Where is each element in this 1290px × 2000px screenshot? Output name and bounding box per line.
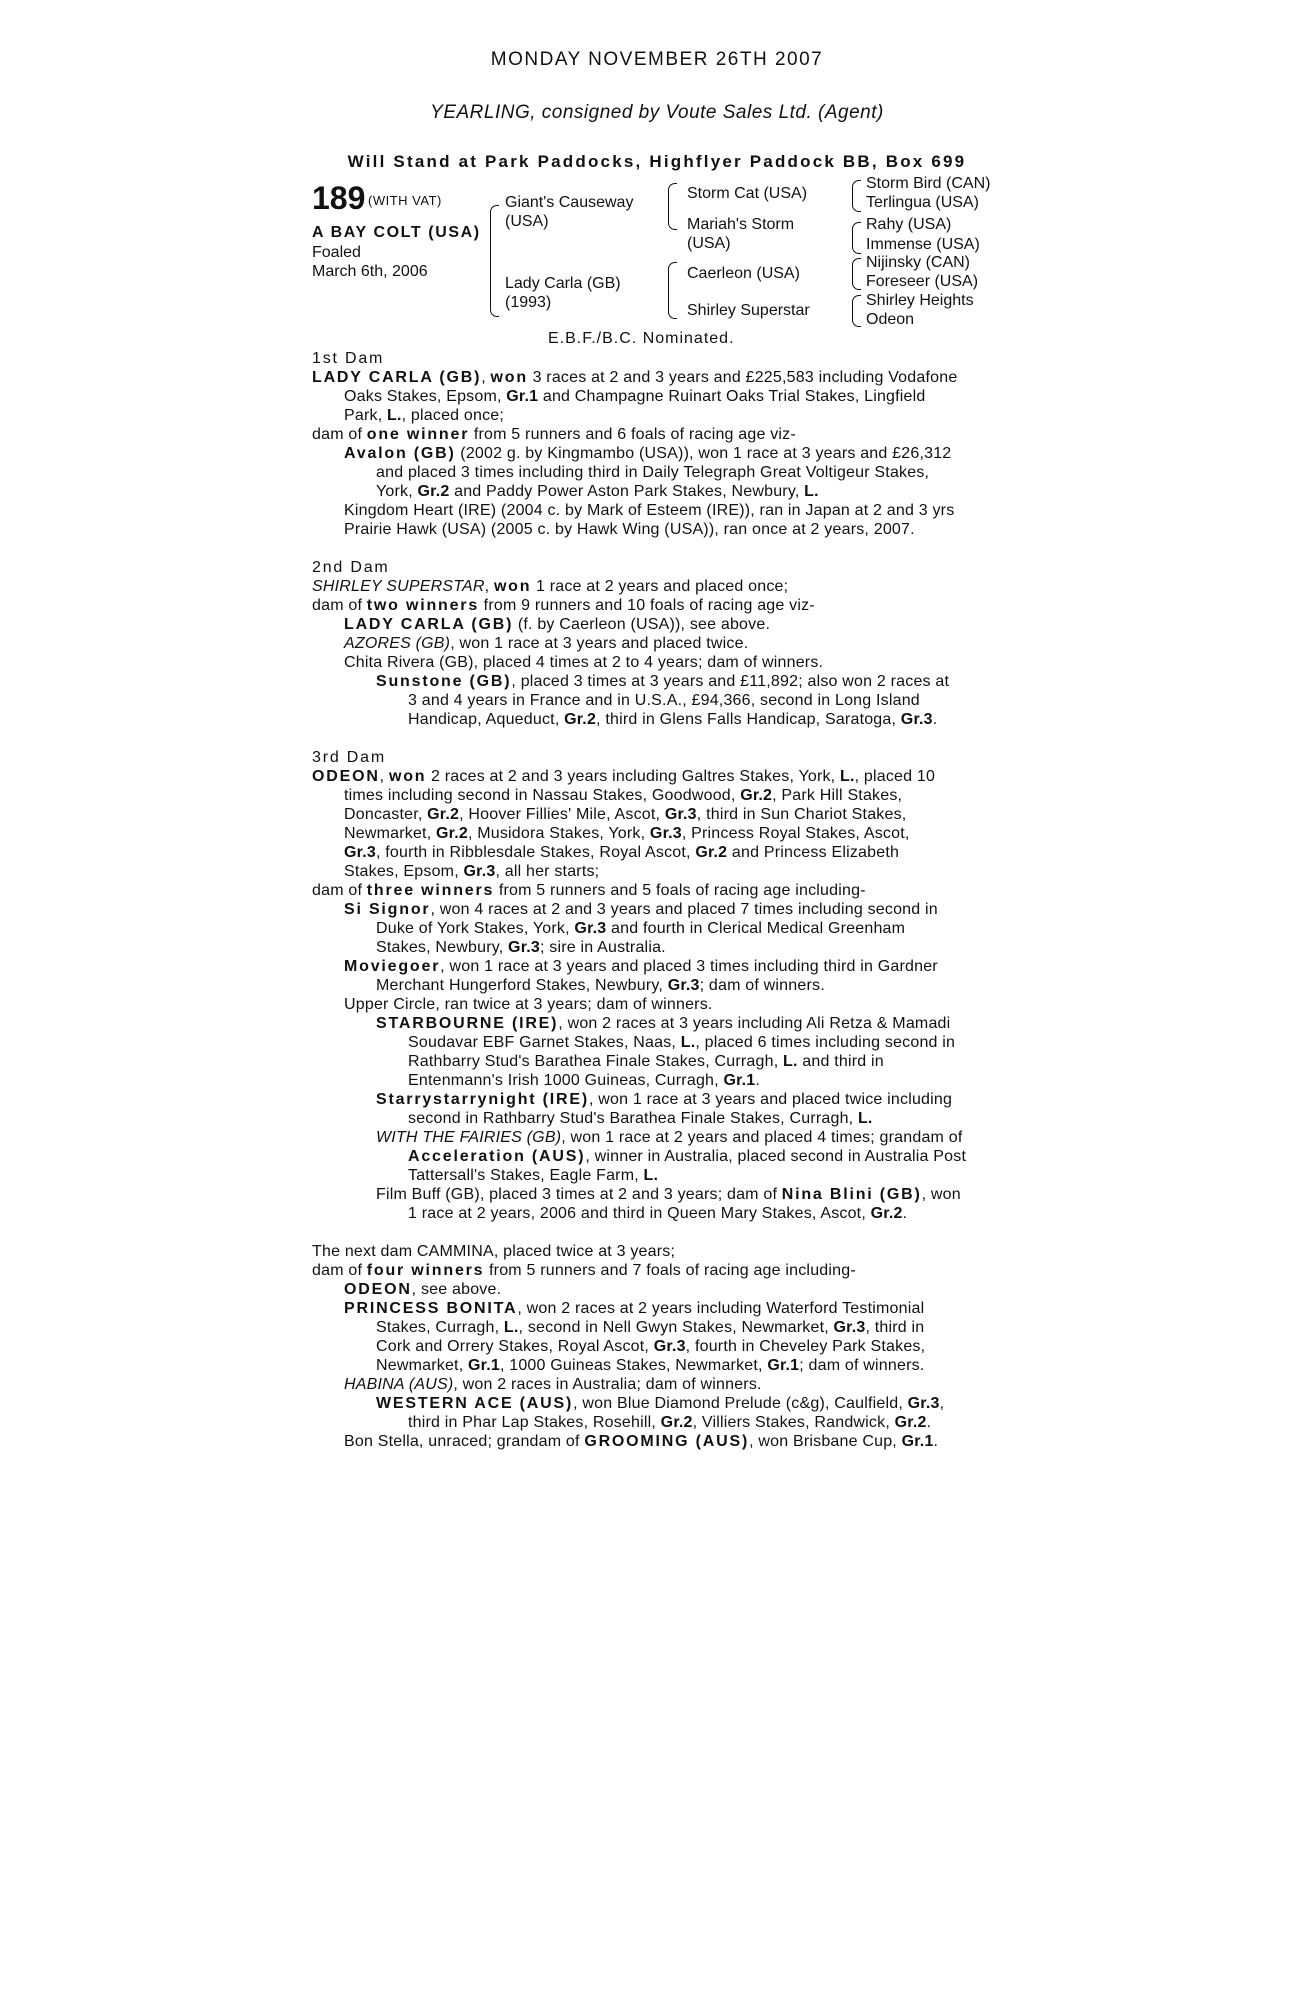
text-line: dam of four winners from 5 runners and 7 foals of racing age including-: [312, 1262, 856, 1279]
pedigree-brace-sd: [852, 222, 861, 254]
text-line: Tattersall's Stakes, Eagle Farm, L.: [408, 1167, 659, 1184]
text-line: STARBOURNE (IRE), won 2 races at 3 years including Ali Retza & Mamadi: [376, 1015, 951, 1032]
text-line: Handicap, Aqueduct, Gr.2, third in Glens Falls Handicap, Saratoga, Gr.3.: [408, 711, 938, 728]
ped-dss: Nijinsky (CAN): [866, 254, 970, 271]
pedigree-brace-dam: [668, 262, 677, 319]
sale-date: MONDAY NOVEMBER 26TH 2007: [490, 49, 824, 70]
ped-dds: Shirley Heights: [866, 292, 974, 309]
text-line: SHIRLEY SUPERSTAR, won 1 race at 2 years and placed once;: [312, 578, 789, 595]
text-line: Soudavar EBF Garnet Stakes, Naas, L., placed 6 times including second in: [408, 1034, 956, 1051]
sire-name: Giant's Causeway: [505, 194, 634, 211]
sire-dam-name: Mariah's Storm: [687, 216, 795, 233]
text-line: Film Buff (GB), placed 3 times at 2 and 3 years; dam of Nina Blini (GB), won: [376, 1186, 961, 1203]
text-line: dam of one winner from 5 runners and 6 foals of racing age viz-: [312, 426, 796, 443]
text-line: Upper Circle, ran twice at 3 years; dam of winners.: [344, 996, 713, 1013]
ped-ddd: Odeon: [866, 311, 915, 328]
dam-sire: Caerleon (USA): [687, 265, 800, 282]
ped-sdd: Immense (USA): [866, 236, 980, 253]
text-line: Stakes, Newbury, Gr.3; sire in Australia.: [376, 939, 666, 956]
third-dam-heading: 3rd Dam: [312, 749, 386, 766]
text-line: second in Rathbarry Stud's Barathea Finale Stakes, Curragh, L.: [408, 1110, 873, 1127]
text-line: dam of two winners from 9 runners and 10 foals of racing age viz-: [312, 597, 815, 614]
text-line: Merchant Hungerford Stakes, Newbury, Gr.3; dam of winners.: [376, 977, 825, 994]
ped-sds: Rahy (USA): [866, 216, 952, 233]
text-line: and placed 3 times including third in Daily Telegraph Great Voltigeur Stakes,: [376, 464, 930, 481]
text-line: Avalon (GB) (2002 g. by Kingmambo (USA)), won 1 race at 3 years and £26,312: [344, 445, 952, 462]
lot-number: 189: [312, 180, 366, 216]
text-line: Cork and Orrery Stakes, Royal Ascot, Gr.3, fourth in Cheveley Park Stakes,: [376, 1338, 926, 1355]
stand-location: Will Stand at Park Paddocks, Highflyer Paddock BB, Box 699: [347, 152, 967, 171]
text-line: third in Phar Lap Stakes, Rosehill, Gr.2, Villiers Stakes, Randwick, Gr.2.: [408, 1414, 932, 1431]
text-line: PRINCESS BONITA, won 2 races at 2 years including Waterford Testimonial: [344, 1300, 925, 1317]
text-line: Starrystarrynight (IRE), won 1 race at 3 years and placed twice including: [376, 1091, 953, 1108]
text-line: LADY CARLA (GB) (f. by Caerleon (USA)), see above.: [344, 616, 771, 633]
foaled-label: Foaled: [312, 244, 361, 261]
ped-dsd: Foreseer (USA): [866, 273, 979, 290]
text-line: WESTERN ACE (AUS), won Blue Diamond Prelude (c&g), Caulfield, Gr.3,: [376, 1395, 945, 1412]
text-line: AZORES (GB), won 1 race at 3 years and placed twice.: [344, 635, 749, 652]
text-line: 1 race at 2 years, 2006 and third in Queen Mary Stakes, Ascot, Gr.2.: [408, 1205, 908, 1222]
text-line: Chita Rivera (GB), placed 4 times at 2 to 4 years; dam of winners.: [344, 654, 824, 671]
dam-name: Lady Carla (GB): [505, 275, 621, 292]
pedigree-brace-ss: [852, 180, 861, 212]
text-line: Kingdom Heart (IRE) (2004 c. by Mark of Esteem (IRE)), ran in Japan at 2 and 3 yrs: [344, 502, 955, 519]
nomination-note: E.B.F./B.C. Nominated.: [548, 330, 735, 347]
text-line: Rathbarry Stud's Barathea Finale Stakes, Curragh, L. and third in: [408, 1053, 884, 1070]
lot-title: A BAY COLT (USA): [312, 224, 481, 241]
first-dam-heading: 1st Dam: [312, 350, 385, 367]
text-line: Newmarket, Gr.1, 1000 Guineas Stakes, Newmarket, Gr.1; dam of winners.: [376, 1357, 925, 1374]
text-line: Duke of York Stakes, York, Gr.3 and fourth in Clerical Medical Greenham: [376, 920, 906, 937]
dam-dam: Shirley Superstar: [687, 302, 810, 319]
ped-ssd: Terlingua (USA): [866, 194, 979, 211]
text-line: Oaks Stakes, Epsom, Gr.1 and Champagne Ruinart Oaks Trial Stakes, Lingfield: [344, 388, 926, 405]
dam-year: (1993): [505, 294, 552, 311]
text-line: Sunstone (GB), placed 3 times at 3 years and £11,892; also won 2 races at: [376, 673, 950, 690]
text-line: The next dam CAMMINA, placed twice at 3 years;: [312, 1243, 676, 1260]
sire-sire: Storm Cat (USA): [687, 185, 808, 202]
text-line: ODEON, won 2 races at 2 and 3 years including Galtres Stakes, York, L., placed 10: [312, 768, 936, 785]
text-line: Park, L., placed once;: [344, 407, 505, 424]
text-line: Moviegoer, won 1 race at 3 years and placed 3 times including third in Gardner: [344, 958, 938, 975]
vat-note: (WITH VAT): [368, 193, 442, 208]
pedigree-brace-sire: [668, 183, 677, 230]
pedigree-brace-gen1: [490, 205, 499, 317]
text-line: Stakes, Curragh, L., second in Nell Gwyn Stakes, Newmarket, Gr.3, third in: [376, 1319, 925, 1336]
text-line: LADY CARLA (GB), won 3 races at 2 and 3 years and £225,583 including Vodafone: [312, 369, 958, 386]
sire-dam-country: (USA): [687, 235, 731, 252]
text-line: York, Gr.2 and Paddy Power Aston Park Stakes, Newbury, L.: [376, 483, 819, 500]
pedigree-brace-ds: [852, 258, 861, 290]
text-line: Newmarket, Gr.2, Musidora Stakes, York, Gr.3, Princess Royal Stakes, Ascot,: [344, 825, 910, 842]
text-line: ODEON, see above.: [344, 1281, 502, 1298]
pedigree-brace-dd: [852, 295, 861, 327]
text-line: 3 and 4 years in France and in U.S.A., £94,366, second in Long Island: [408, 692, 920, 709]
second-dam-heading: 2nd Dam: [312, 559, 390, 576]
ped-sss: Storm Bird (CAN): [866, 175, 991, 192]
text-line: Doncaster, Gr.2, Hoover Fillies' Mile, Ascot, Gr.3, third in Sun Chariot Stakes,: [344, 806, 907, 823]
text-line: HABINA (AUS), won 2 races in Australia; dam of winners.: [344, 1376, 762, 1393]
text-line: Stakes, Epsom, Gr.3, all her starts;: [344, 863, 600, 880]
foaled-date: March 6th, 2006: [312, 263, 428, 280]
consignment-line: YEARLING, consigned by Voute Sales Ltd. (Agent): [430, 102, 884, 123]
text-line: Entenmann's Irish 1000 Guineas, Curragh, Gr.1.: [408, 1072, 761, 1089]
text-line: Acceleration (AUS), winner in Australia, placed second in Australia Post: [408, 1148, 967, 1165]
text-line: dam of three winners from 5 runners and 5 foals of racing age including-: [312, 882, 866, 899]
sire-country: (USA): [505, 213, 549, 230]
text-line: Prairie Hawk (USA) (2005 c. by Hawk Wing (USA)), ran once at 2 years, 2007.: [344, 521, 915, 538]
text-line: WITH THE FAIRIES (GB), won 1 race at 2 years and placed 4 times; grandam of: [376, 1129, 963, 1146]
text-line: Bon Stella, unraced; grandam of GROOMING (AUS), won Brisbane Cup, Gr.1.: [344, 1433, 939, 1450]
text-line: Si Signor, won 4 races at 2 and 3 years and placed 7 times including second in: [344, 901, 938, 918]
text-line: times including second in Nassau Stakes, Goodwood, Gr.2, Park Hill Stakes,: [344, 787, 903, 804]
text-line: Gr.3, fourth in Ribblesdale Stakes, Royal Ascot, Gr.2 and Princess Elizabeth: [344, 844, 900, 861]
